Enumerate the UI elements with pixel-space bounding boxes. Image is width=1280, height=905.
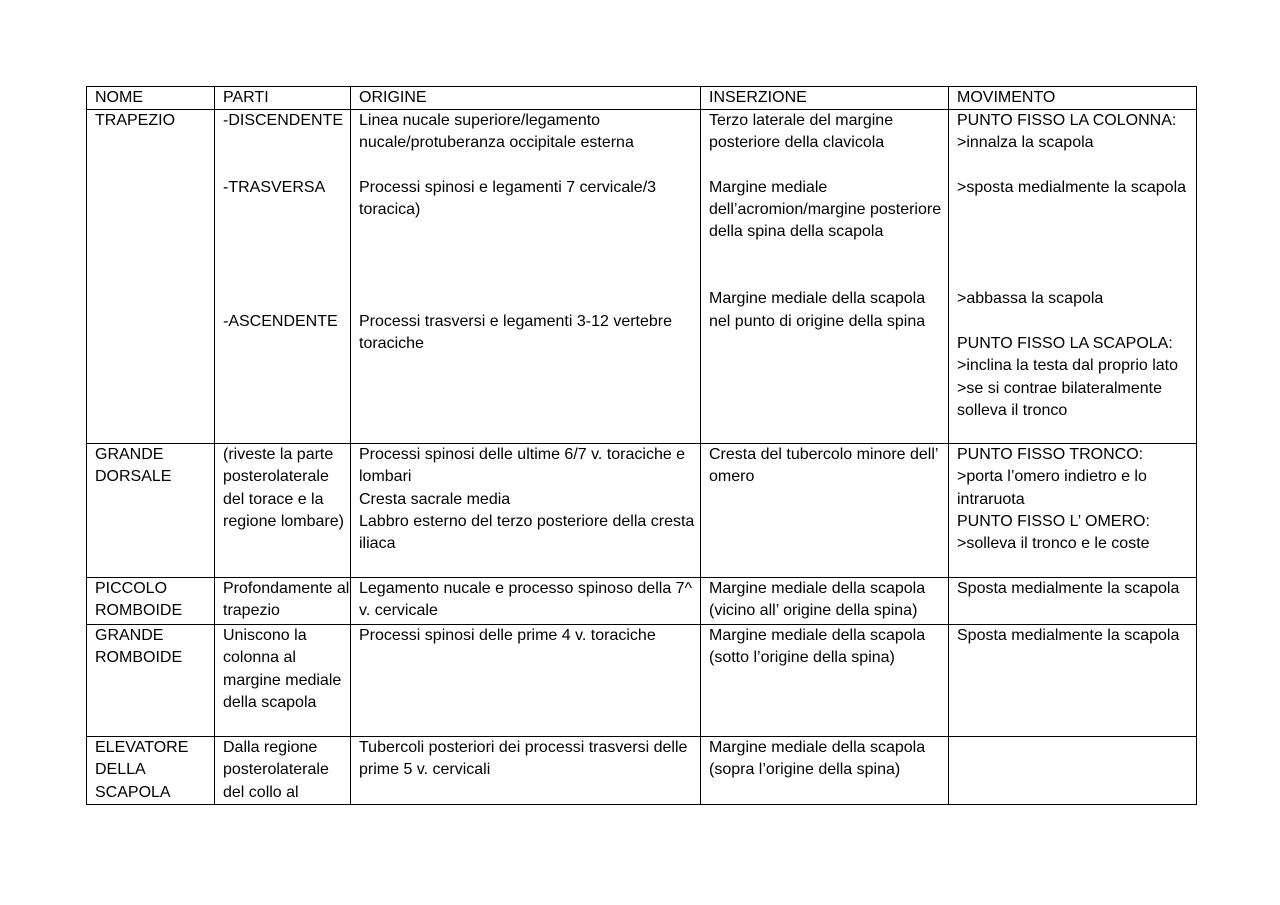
header-movimento: MOVIMENTO bbox=[949, 87, 1197, 110]
cell-movimento: PUNTO FISSO TRONCO: >porta l’omero indietro e lo intraruota PUNTO FISSO L’ OMERO: >solleva il tronco e le coste bbox=[949, 444, 1197, 578]
table-row-grande-dorsale bbox=[87, 444, 1197, 578]
cell-nome: PICCOLO ROMBOIDE bbox=[87, 578, 215, 625]
cell-origine: Linea nucale superiore/legamento nucale/protuberanza occipitale esterna Processi spinosi e legamenti 7 cervicale/3 toracica) Processi trasversi e legamenti 3-12 vertebre toraciche bbox=[351, 110, 701, 444]
cell-inserzione: Terzo laterale del margine posteriore della clavicola Margine mediale dell’acromion/margine posteriore della spina della scapola Margine mediale della scapola nel punto di origine della spina bbox=[701, 110, 949, 444]
cell-origine: Legamento nucale e processo spinoso della 7^ v. cervicale bbox=[351, 578, 701, 625]
cell-movimento: Sposta medialmente la scapola bbox=[949, 625, 1197, 737]
table-header-row bbox=[87, 87, 1197, 110]
cell-parti: Profondamente al trapezio bbox=[215, 578, 351, 625]
cell-movimento bbox=[949, 737, 1197, 805]
cell-inserzione: Margine mediale della scapola (sopra l’origine della spina) bbox=[701, 737, 949, 805]
header-parti: PARTI bbox=[215, 87, 351, 110]
cell-inserzione: Margine mediale della scapola (vicino all’ origine della spina) bbox=[701, 578, 949, 625]
cell-parti: (riveste la parte posterolaterale del torace e la regione lombare) bbox=[215, 444, 351, 578]
muscles-table bbox=[86, 86, 1197, 805]
cell-parti: Dalla regione posterolaterale del collo al bbox=[215, 737, 351, 805]
cell-origine: Processi spinosi delle ultime 6/7 v. toraciche e lombari Cresta sacrale media Labbro esterno del terzo posteriore della cresta iliaca bbox=[351, 444, 701, 578]
cell-nome: GRANDE DORSALE bbox=[87, 444, 215, 578]
header-nome: NOME bbox=[87, 87, 215, 110]
table-row-trapezio bbox=[87, 110, 1197, 444]
header-origine: ORIGINE bbox=[351, 87, 701, 110]
cell-inserzione: Margine mediale della scapola (sotto l’origine della spina) bbox=[701, 625, 949, 737]
table-row-grande-romboide bbox=[87, 625, 1197, 737]
cell-nome: GRANDE ROMBOIDE bbox=[87, 625, 215, 737]
cell-origine: Tubercoli posteriori dei processi trasversi delle prime 5 v. cervicali bbox=[351, 737, 701, 805]
cell-inserzione: Cresta del tubercolo minore dell’ omero bbox=[701, 444, 949, 578]
table-row-piccolo-romboide bbox=[87, 578, 1197, 625]
cell-nome: TRAPEZIO bbox=[87, 110, 215, 444]
cell-parti: Uniscono la colonna al margine mediale della scapola bbox=[215, 625, 351, 737]
header-inserzione: INSERZIONE bbox=[701, 87, 949, 110]
cell-origine: Processi spinosi delle prime 4 v. toraciche bbox=[351, 625, 701, 737]
table-row-elevatore-della-scapola bbox=[87, 737, 1197, 805]
cell-movimento: Sposta medialmente la scapola bbox=[949, 578, 1197, 625]
cell-parti: -DISCENDENTE -TRASVERSA -ASCENDENTE bbox=[215, 110, 351, 444]
cell-nome: ELEVATORE DELLA SCAPOLA bbox=[87, 737, 215, 805]
cell-movimento: PUNTO FISSO LA COLONNA: >innalza la scapola >sposta medialmente la scapola >abbassa la scapola PUNTO FISSO LA SCAPOLA: >inclina la testa dal proprio lato >se si contrae bilateralmente solleva il tronco bbox=[949, 110, 1197, 444]
